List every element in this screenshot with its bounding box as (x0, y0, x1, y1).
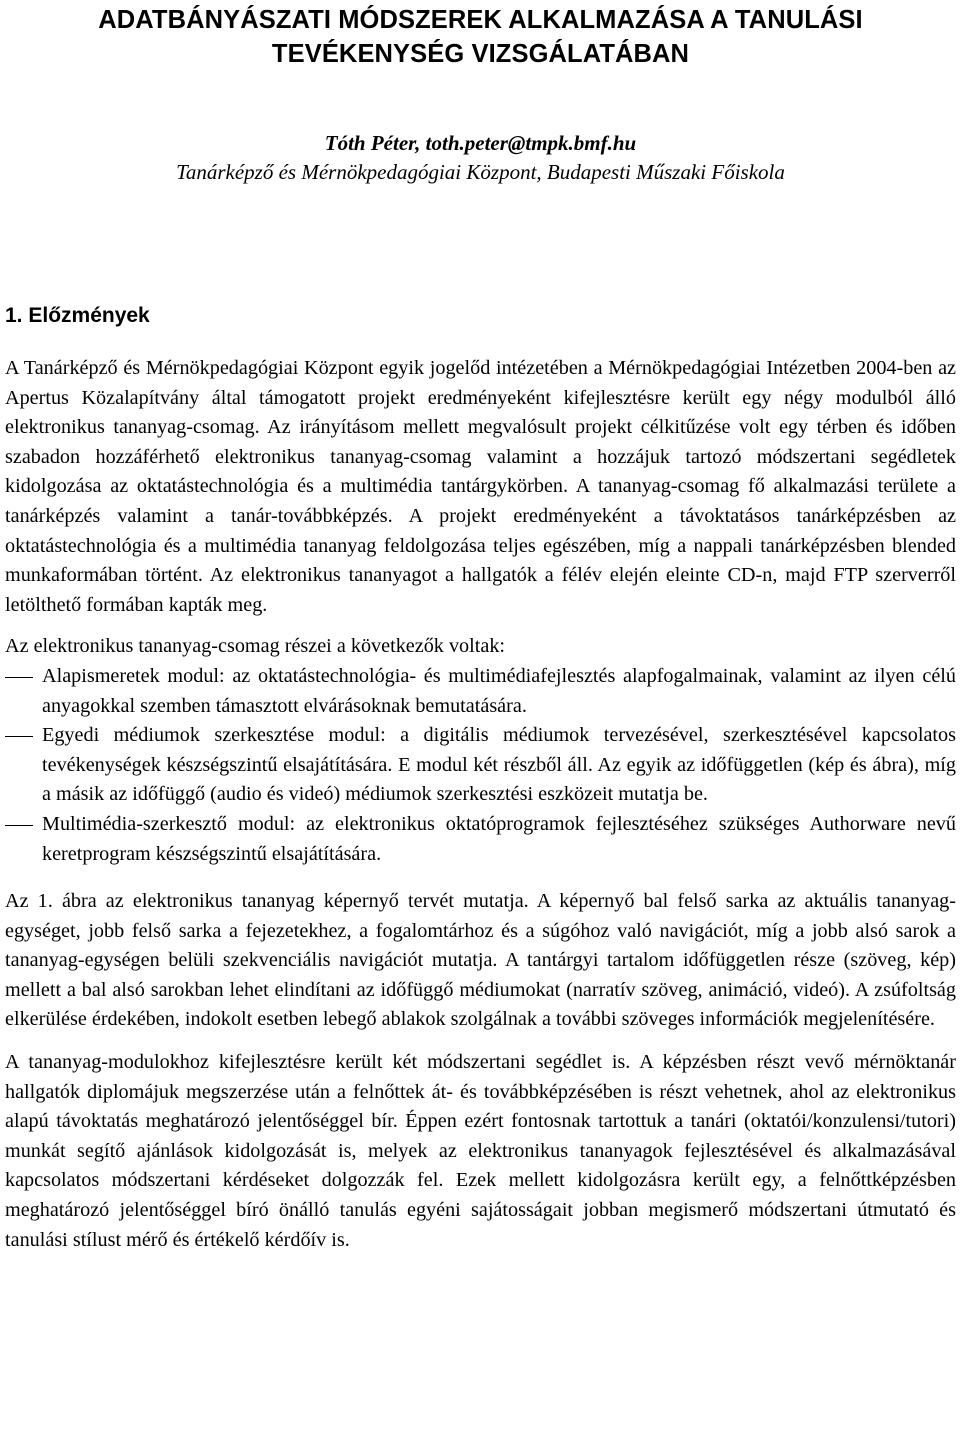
author-line: Tóth Péter, toth.peter@tmpk.bmf.hu (324, 131, 637, 155)
document-page (5, 0, 956, 1255)
dash-bullet-icon (5, 736, 33, 737)
list-item-text: Multimédia-szerkesztő modul: az elektronikus oktatóprogramok fejlesztéséhez szükséges Authorware nevű keretprogram készségszintű elsajátítására. (42, 812, 956, 865)
paragraph-2: Az elektronikus tananyag-csomag részei a következők voltak: (5, 635, 506, 658)
list-item (5, 662, 956, 721)
paper-title (5, 0, 956, 71)
title-line-2: TEVÉKENYSÉG VIZSGÁLATÁBAN (271, 40, 690, 68)
title-line-1: ADATBÁNYÁSZATI MÓDSZEREK ALKALMAZÁSA A TANULÁSI (98, 6, 863, 34)
module-list (5, 662, 956, 869)
section-heading: 1. Előzmények (5, 304, 150, 327)
affiliation-line: Tanárképző és Mérnökpedagógiai Központ, Budapesti Műszaki Főiskola (176, 160, 785, 184)
dash-bullet-icon (5, 825, 33, 826)
list-item-text: Egyedi médiumok szerkesztése modul: a digitális médiumok tervezésével, szerkesztésével kapcsolatos tevékenységek készségszintű elsajátítására. E modul két részből áll. Az egyik az időfüggetlen (kép és ábra), míg a másik az időfüggő (audio és videó) médiumok szerkesztési eszközeit mutatja be. (42, 724, 956, 806)
paragraph-1: A Tanárképző és Mérnökpedagógiai Központ egyik jogelőd intézetében a Mérnökpedagógiai Intézetben 2004-ben az Apertus Közalapítvány által támogatott projekt eredményeként kifejlesztésre került egy négy modulból álló elektronikus tananyag-csomag. Az irányításom mellett megvalósult projekt célkitűzése volt egy térben és időben szabadon hozzáférhető elektronikus tananyag-csomag valamint a hozzájuk tartozó módszertani segédletek kidolgozása az oktatástechnológia és a multimédia tantárgykörben. A tananyag-csomag fő alkalmazási területe a tanárképzés valamint a tanár-továbbképzés. A projekt eredményeként a távoktatásos tanárképzésben az oktatástechnológia és a multimédia tananyag feldolgozása teljes egészében, míg a nappali tanárképzésben blended munkaformában történt. Az elektronikus tananyagot a hallgatók a félév elején eleinte CD-n, majd FTP szerverről letölthető formában kapták meg. (5, 357, 956, 616)
paragraph-4: A tananyag-modulokhoz kifejlesztésre került két módszertani segédlet is. A képzésben részt vevő mérnöktanár hallgatók diplomájuk megszerzése után a felnőttek át- és továbbképzésében is részt vehetnek, ahol az elektronikus alapú távoktatás meghatározó jelentőséggel bír. Éppen ezért fontosnak tartottuk a tanári (oktatói/konzulensi/tutori) munkát segítő ajánlások kidolgozását is, melyek az elektronikus tananyagok fejlesztésével és alkalmazásával kapcsolatos módszertani kérdéseket dolgozzák fel. Ezek mellett kidolgozásra került egy, a felnőttképzésben meghatározó jelentőséggel bíró önálló tanulás egyéni sajátosságait jobban megismerő módszertani útmutató és tanulási stílust mérő és értékelő kérdőív is. (5, 1051, 956, 1251)
list-item (5, 721, 956, 810)
dash-bullet-icon (5, 677, 33, 678)
paragraph-3: Az 1. ábra az elektronikus tananyag képernyő tervét mutatja. A képernyő bal felső sarka az aktuális tananyag-egységet, jobb felső sarka a fejezetekhez, a fogalomtárhoz és a súgóhoz való navigációt, míg a jobb alsó sarok a tananyag-egységen belüli szekvenciális navigációt mutatja. A tantárgyi tartalom időfüggetlen része (szöveg, kép) mellett a bal alsó sarokban lehet elindítani az időfüggő médiumokat (narratív szöveg, animáció, videó). A zsúfoltság elkerülése érdekében, indokolt esetben lebegő ablakok szolgálnak a további szöveges információk megjelenítésére. (5, 890, 956, 1031)
list-item (5, 810, 956, 869)
list-item-text: Alapismeretek modul: az oktatástechnológia- és multimédiafejlesztés alapfogalmainak, valamint az ilyen célú anyagokkal szemben támasztott elvárásoknak bemutatására. (42, 664, 956, 717)
